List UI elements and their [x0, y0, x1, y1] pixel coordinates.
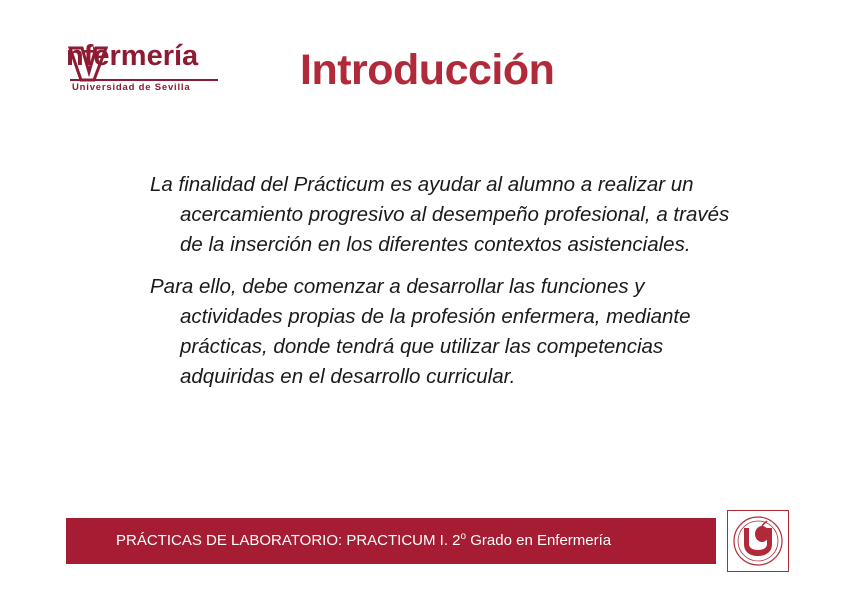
universidad-sevilla-seal: [727, 510, 789, 572]
logo-wordmark: nfermería: [66, 40, 199, 72]
paragraph-text: Para ello, debe comenzar a desarrollar las funciones y actividades propias de la profesión enfermera, mediante prácticas, donde tendrá que utilizar las competencias adquiridas en el desarrollo curricular.: [150, 275, 691, 388]
logo-subtitle: Universidad de Sevilla: [72, 82, 191, 93]
paragraph: [150, 272, 740, 392]
footer-text: [116, 531, 611, 549]
footer-text-superscript: o: [460, 531, 467, 542]
us-seal-icon: [732, 514, 784, 568]
footer-text-tail: Grado en Enfermería: [466, 532, 612, 549]
logo-divider: [70, 79, 218, 81]
body-content: [150, 170, 740, 404]
footer-text-main: PRÁCTICAS DE LABORATORIO: PRACTICUM I. 2: [116, 532, 461, 549]
paragraph: [150, 170, 740, 260]
page-title: Introducción: [300, 46, 555, 94]
enfermeria-logo: [66, 38, 226, 100]
paragraph-text: La finalidad del Prácticum es ayudar al alumno a realizar un acercamiento progresivo al desempeño profesional, a través de la inserción en los diferentes contextos asistenciales.: [150, 173, 730, 256]
footer-bar: [66, 518, 716, 564]
